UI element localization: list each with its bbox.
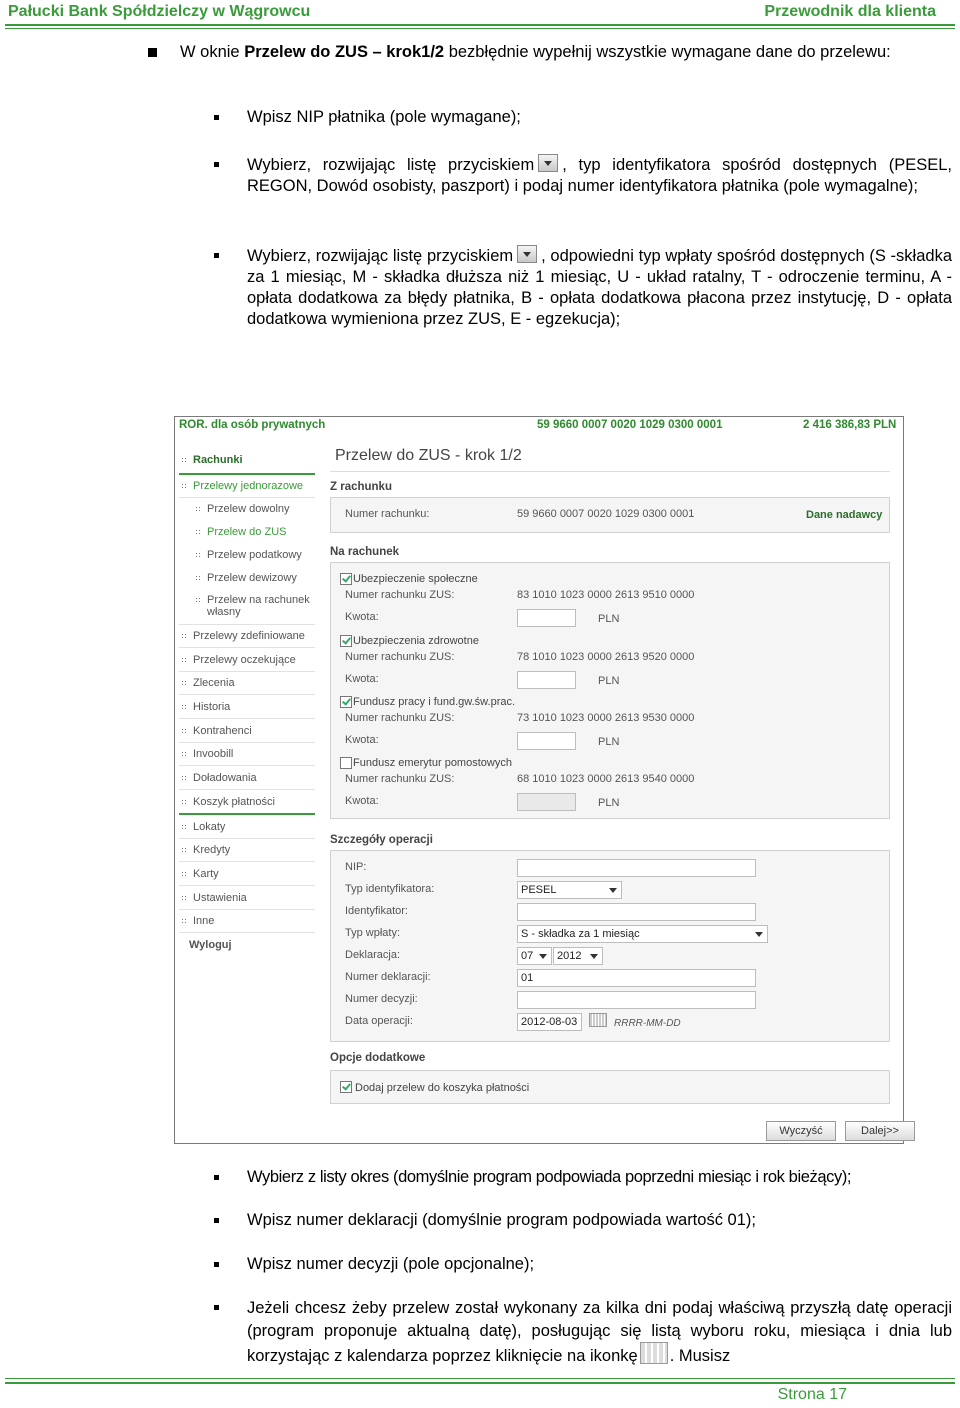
calendar-icon <box>640 1342 668 1364</box>
sidebar-item-przelewy-zdefiniowane[interactable]: Przelewy zdefiniowane <box>181 630 305 642</box>
zus-account-2: 78 1010 1023 0000 2613 9520 0000 <box>517 651 695 663</box>
amount-input-2[interactable] <box>517 671 576 689</box>
section-to: Na rachunek <box>330 546 400 558</box>
bank-app-screenshot <box>174 416 904 1144</box>
ubezp-spoleczne-checkbox[interactable] <box>340 573 352 585</box>
footer-rule <box>5 1382 955 1384</box>
fundusz-pracy-label: Fundusz pracy i fund.gw.św.prac. <box>353 696 516 708</box>
sidebar-item-przelewy-jednorazowe[interactable]: Przelewy jednorazowe <box>181 480 303 492</box>
sidebar-item-karty[interactable]: Karty <box>181 868 219 880</box>
sidebar-item-lokaty[interactable]: Lokaty <box>181 821 225 833</box>
sidebar-item-przelewy-oczekujace[interactable]: Przelewy oczekujące <box>181 654 296 666</box>
square-bullet <box>148 48 157 57</box>
bullet-operation-date: Jeżeli chcesz żeby przelew został wykonany za kilka dni podaj właściwą przyszłą datę operacji (program proponuje aktualną datę), posługując się listą wyboru roku, miesiąca i dnia lub korzystając z kalendarza poprzez kliknięcie na ikonkę . Musisz <box>247 1299 952 1365</box>
page-number: Strona 17 <box>777 1386 847 1403</box>
dropdown-arrow-icon <box>517 245 537 263</box>
footer-rule-thin <box>5 1378 955 1379</box>
section-details: Szczegóły operacji <box>330 834 433 846</box>
sidebar-item-kredyty[interactable]: Kredyty <box>181 844 230 856</box>
bullet <box>214 115 219 120</box>
bullet-payment-type: Wybierz, rozwijając listę przyciskiem , odpowiedni typ wpłaty spośród dostępnych (S -składka za 1 miesiąc, M - składka dłuższa niż 1 miesiąc, U - układ ratalny, T - odroczenie terminu, A - opłata dodatkowa za błędy płatnika, B - opłata dodatkowa płacona przez instytucję, D - opłata dodatkowa wymieniona przez ZUS, E - egzekucja); <box>247 247 952 328</box>
bullet-period: Wybierz z listy okres (domyślnie program podpowiada poprzedni miesiąc i rok bieżący); <box>247 1168 852 1186</box>
section-from: Z rachunku <box>330 481 392 493</box>
ubezp-spoleczne-label: Ubezpieczenie społeczne <box>353 573 478 585</box>
fundusz-pracy-checkbox[interactable] <box>340 696 352 708</box>
id-type-select[interactable]: PESEL <box>517 881 622 899</box>
decision-number-input[interactable] <box>517 991 756 1009</box>
bank-name: Pałucki Bank Spółdzielczy w Wągrowcu <box>8 3 311 20</box>
sidebar-item-ustawienia[interactable]: Ustawienia <box>181 892 247 904</box>
decl-month-select[interactable]: 07 <box>517 947 552 965</box>
to-box: Ubezpieczenie społeczne Numer rachunku ZUS: 83 1010 1023 0000 2613 9510 0000 Kwota: PLN Ubezpieczenia zdrowotne Numer rachunku ZUS: 78 1010 1023 0000 2613 9520 0000 Kwota: PLN Fundusz pracy i fund.gw.św.prac. Numer rachunku ZUS: 73 1010 1023 0000 2613 9530 0000 Kwota: PLN Fundusz emerytur pomostowych Numer rachunku ZUS: 68 1010 1023 0000 2613 9540 0000 Kwota: PLN <box>330 562 890 819</box>
bullet <box>214 253 219 258</box>
nip-input[interactable] <box>517 859 756 877</box>
ubezp-zdrowotne-checkbox[interactable] <box>340 635 352 647</box>
zus-account-4: 68 1010 1023 0000 2613 9540 0000 <box>517 773 695 785</box>
guide-title: Przewodnik dla klienta <box>764 3 936 20</box>
dropdown-arrow-icon <box>538 154 558 172</box>
sidebar-item-inne[interactable]: Inne <box>181 915 214 927</box>
sidebar-item-invoobill[interactable]: Invoobill <box>181 748 233 760</box>
amount-input-4[interactable] <box>517 793 576 811</box>
account-number: 59 9660 0007 0020 1029 0300 0001 <box>537 419 723 431</box>
sidebar-item-przelew-dowolny[interactable]: Przelew dowolny <box>195 503 290 515</box>
decl-number-input[interactable]: 01 <box>517 969 756 987</box>
sidebar-item-historia[interactable]: Historia <box>181 701 230 713</box>
operation-date-input[interactable]: 2012-08-03 <box>517 1013 582 1031</box>
header-rule <box>5 24 955 26</box>
options-box <box>330 1070 890 1104</box>
basket-checkbox[interactable] <box>340 1081 352 1093</box>
from-account-value: 59 9660 0007 0020 1029 0300 0001 <box>517 508 695 520</box>
payment-type-select[interactable]: S - składka za 1 miesiąc <box>517 925 768 943</box>
decl-year-select[interactable]: 2012 <box>553 947 603 965</box>
next-button[interactable]: Dalej>> <box>845 1121 915 1141</box>
fundusz-emerytur-checkbox[interactable] <box>340 757 352 769</box>
amount-input-3[interactable] <box>517 732 576 750</box>
bullet <box>214 1305 219 1310</box>
form-title: Przelew do ZUS - krok 1/2 <box>335 447 522 464</box>
bullet <box>214 162 219 167</box>
sender-data-link[interactable]: Dane nadawcy <box>806 509 883 521</box>
account-bar <box>175 417 903 435</box>
amount-input-1[interactable] <box>517 609 576 627</box>
bullet <box>214 1262 219 1267</box>
page-header <box>0 0 960 30</box>
sidebar-item-doladowania[interactable]: Doładowania <box>181 772 257 784</box>
sidebar-item-przelew-wlasny[interactable]: Przelew na rachunek własny <box>195 594 310 618</box>
details-box: NIP: Typ identyfikatora: PESEL Identyfikator: Typ wpłaty: S - składka za 1 miesiąc Deklaracja: 07 2012 Numer deklaracji: 01 Numer decyzji: Data operacji: 2012-08-03 RRRR-MM-DD <box>330 850 890 1042</box>
intro-paragraph: W oknie Przelew do ZUS – krok1/2 bezbłędnie wypełnij wszystkie wymagane dane do przelewu: <box>180 43 891 61</box>
sidebar-item-przelew-podatkowy[interactable]: Przelew podatkowy <box>195 549 302 561</box>
from-account-label: Numer rachunku: <box>345 508 430 520</box>
sidebar-item-przelew-zus[interactable]: Przelew do ZUS <box>195 526 286 538</box>
sidebar-item-rachunki[interactable]: Rachunki <box>181 454 243 466</box>
bullet <box>214 1175 219 1180</box>
bullet-id-type: Wybierz, rozwijając listę przyciskiem , typ identyfikatora spośród dostępnych (PESEL, REGON, Dowód osobisty, paszport) i podaj numer identyfikatora płatnika (pole wymagalne); <box>247 156 952 195</box>
header-rule-thin <box>5 28 955 29</box>
basket-label: Dodaj przelew do koszyka płatności <box>355 1082 530 1094</box>
bullet-nip: Wpisz NIP płatnika (pole wymagane); <box>247 108 521 126</box>
sidebar-item-przelew-dewizowy[interactable]: Przelew dewizowy <box>195 572 297 584</box>
sidebar-item-zlecenia[interactable]: Zlecenia <box>181 677 235 689</box>
fundusz-emerytur-label: Fundusz emerytur pomostowych <box>353 757 512 769</box>
from-box <box>330 497 890 533</box>
sidebar-item-kontrahenci[interactable]: Kontrahenci <box>181 725 252 737</box>
zus-account-1: 83 1010 1023 0000 2613 9510 0000 <box>517 589 695 601</box>
account-type: ROR. dla osób prywatnych <box>179 419 326 431</box>
section-options: Opcje dodatkowe <box>330 1052 426 1064</box>
logout-link[interactable]: Wyloguj <box>189 939 232 951</box>
bullet-decl-number: Wpisz numer deklaracji (domyślnie program podpowiada wartość 01); <box>247 1211 756 1229</box>
clear-button[interactable]: Wyczyść <box>766 1121 836 1141</box>
identifier-input[interactable] <box>517 903 756 921</box>
zus-account-3: 73 1010 1023 0000 2613 9530 0000 <box>517 712 695 724</box>
date-format-hint: RRRR-MM-DD <box>614 1018 681 1029</box>
account-balance: 2 416 386,83 PLN <box>803 419 897 431</box>
calendar-icon[interactable] <box>589 1013 607 1027</box>
ubezp-zdrowotne-label: Ubezpieczenia zdrowotne <box>353 635 479 647</box>
intro-bold: Przelew do ZUS – krok1/2 <box>244 43 445 61</box>
sidebar-item-koszyk[interactable]: Koszyk płatności <box>181 796 275 808</box>
bullet <box>214 1218 219 1223</box>
bullet-decision-number: Wpisz numer decyzji (pole opcjonalne); <box>247 1255 535 1273</box>
